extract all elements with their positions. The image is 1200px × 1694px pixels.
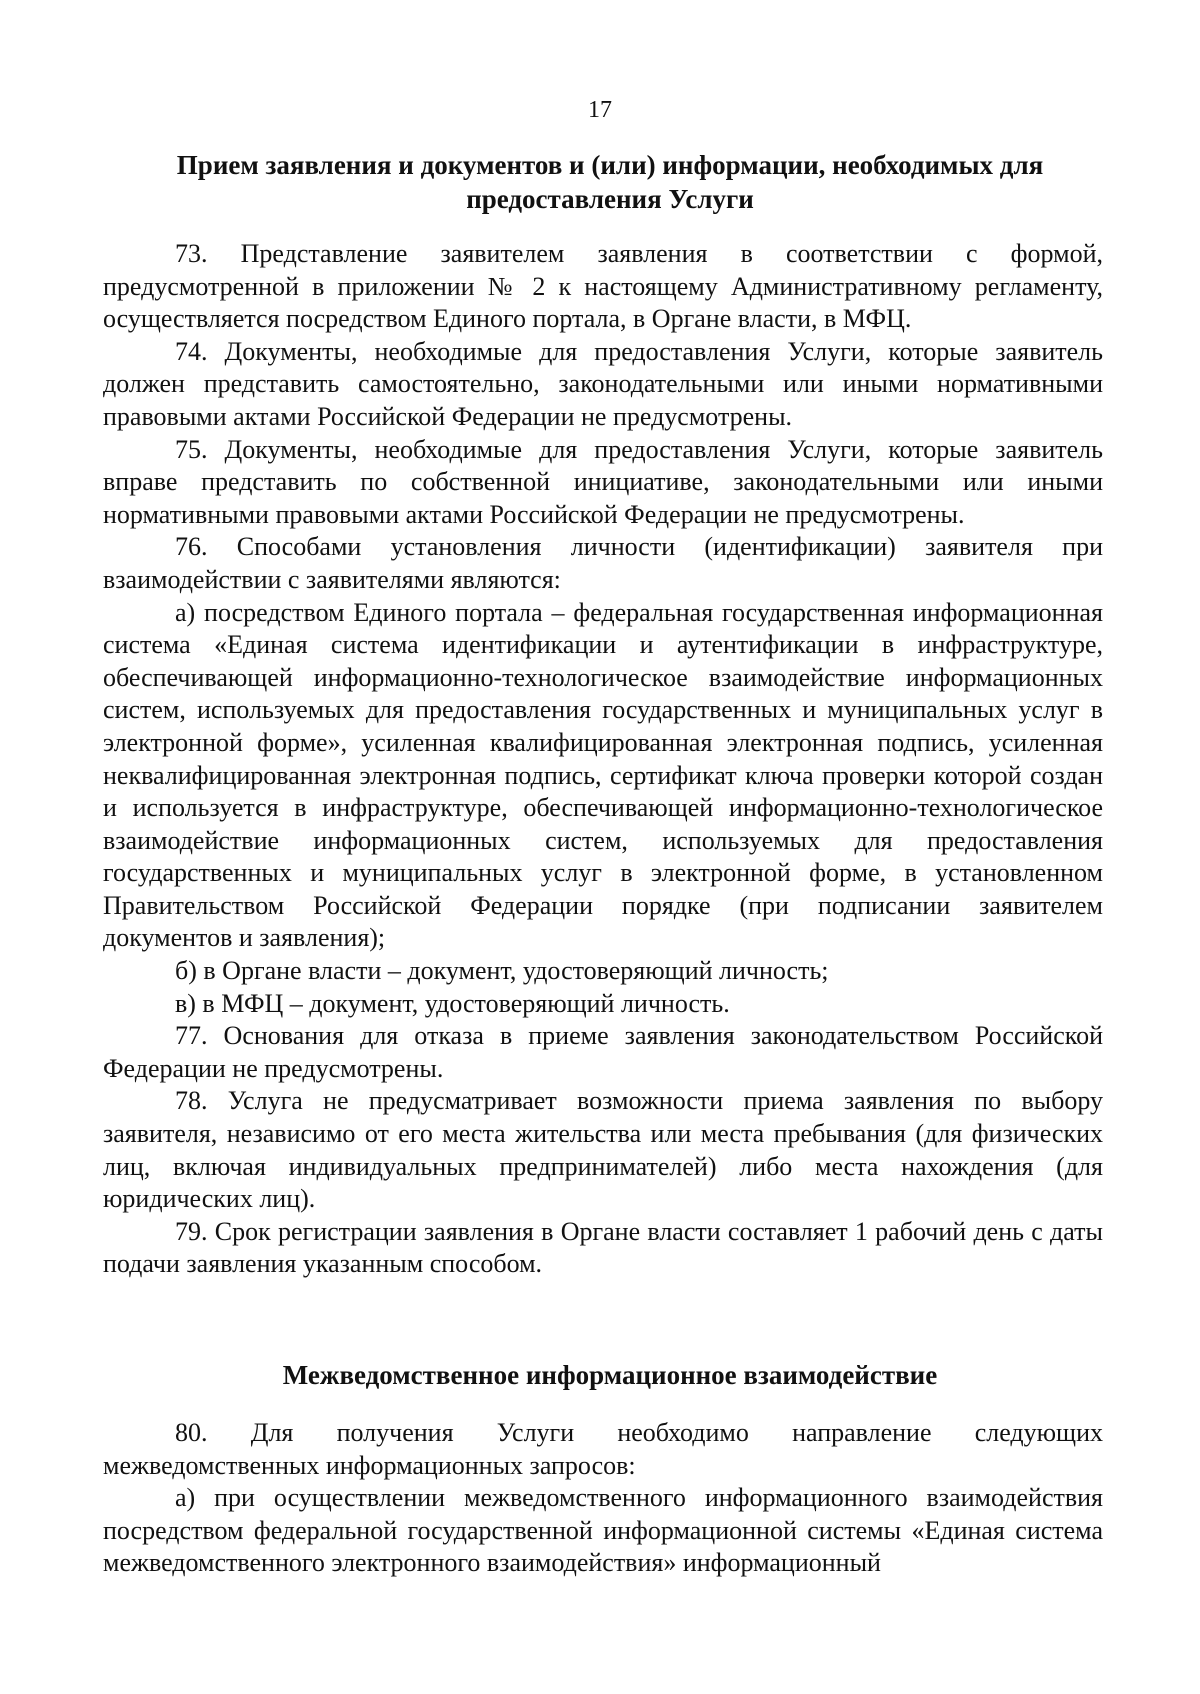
paragraph-80-a: а) при осуществлении межведомственного информационного взаимодействия посредством федеральной государственной информационной системы «Единая система межведомственного электронного взаимодействия» информационный: [103, 1483, 1103, 1578]
paragraph-74: 74. Документы, необходимые для предоставления Услуги, которые заявитель должен представить самостоятельно, законодательными или иными нормативными правовыми актами Российской Федерации не предусмотрены.: [103, 336, 1103, 431]
paragraph-80: 80. Для получения Услуги необходимо направление следующих межведомственных информационных запросов:: [103, 1418, 1103, 1480]
section-body: [103, 1417, 1103, 1580]
paragraph-76-b: б) в Органе власти – документ, удостоверяющий личность;: [175, 956, 829, 986]
section-body: [103, 238, 1103, 1281]
paragraph-79: 79. Срок регистрации заявления в Органе власти составляет 1 рабочий день с даты подачи заявления указанным способом.: [103, 1216, 1103, 1279]
paragraph-76-v: в) в МФЦ – документ, удостоверяющий личность.: [175, 988, 730, 1018]
paragraph-75: 75. Документы, необходимые для предоставления Услуги, которые заявитель вправе представить по собственной инициативе, законодательными или иными нормативными правовыми актами Российской Федерации не предусмотрены.: [103, 434, 1103, 529]
page-number: 17: [588, 97, 612, 123]
section-title: Прием заявления и документов и (или) информации, необходимых для предоставления Услуги: [176, 150, 1044, 214]
paragraph-73: 73. Представление заявителем заявления в соответствии с формой, предусмотренной в приложении № 2 к настоящему Административному регламенту, осуществляется посредством Единого портала, в Органе власти, в МФЦ.: [103, 239, 1103, 334]
paragraph-76: 76. Способами установления личности (идентификации) заявителя при взаимодействии с заявителями являются:: [103, 532, 1103, 594]
paragraph-76-a: а) посредством Единого портала – федеральная государственная информационная система «Единая система идентификации и аутентификации в инфраструктуре, обеспечивающей информационно-технологическое взаимодействие информационных систем, используемых для предоставления государственных и муниципальных услуг в электронной форме», усиленная квалифицированная электронная подпись, усиленная неквалифицированная электронная подпись, сертификат ключа проверки которой создан и используется в инфраструктуре, обеспечивающей информационно-технологическое взаимодействие информационных систем, используемых для предоставления государственных и муниципальных услуг в электронной форме, в установленном Правительством Российской Федерации порядке (при подписании заявителем документов и заявления);: [103, 597, 1103, 953]
paragraph-77: 77. Основания для отказа в приеме заявления законодательством Российской Федерации не предусмотрены.: [103, 1021, 1103, 1083]
section-title: Межведомственное информационное взаимодействие: [282, 1360, 938, 1390]
paragraph-78: 78. Услуга не предусматривает возможности приема заявления по выбору заявителя, независимо от его места жительства или места пребывания (для физических лиц, включая индивидуальных предпринимателей) либо места нахождения (для юридических лиц).: [103, 1086, 1103, 1214]
